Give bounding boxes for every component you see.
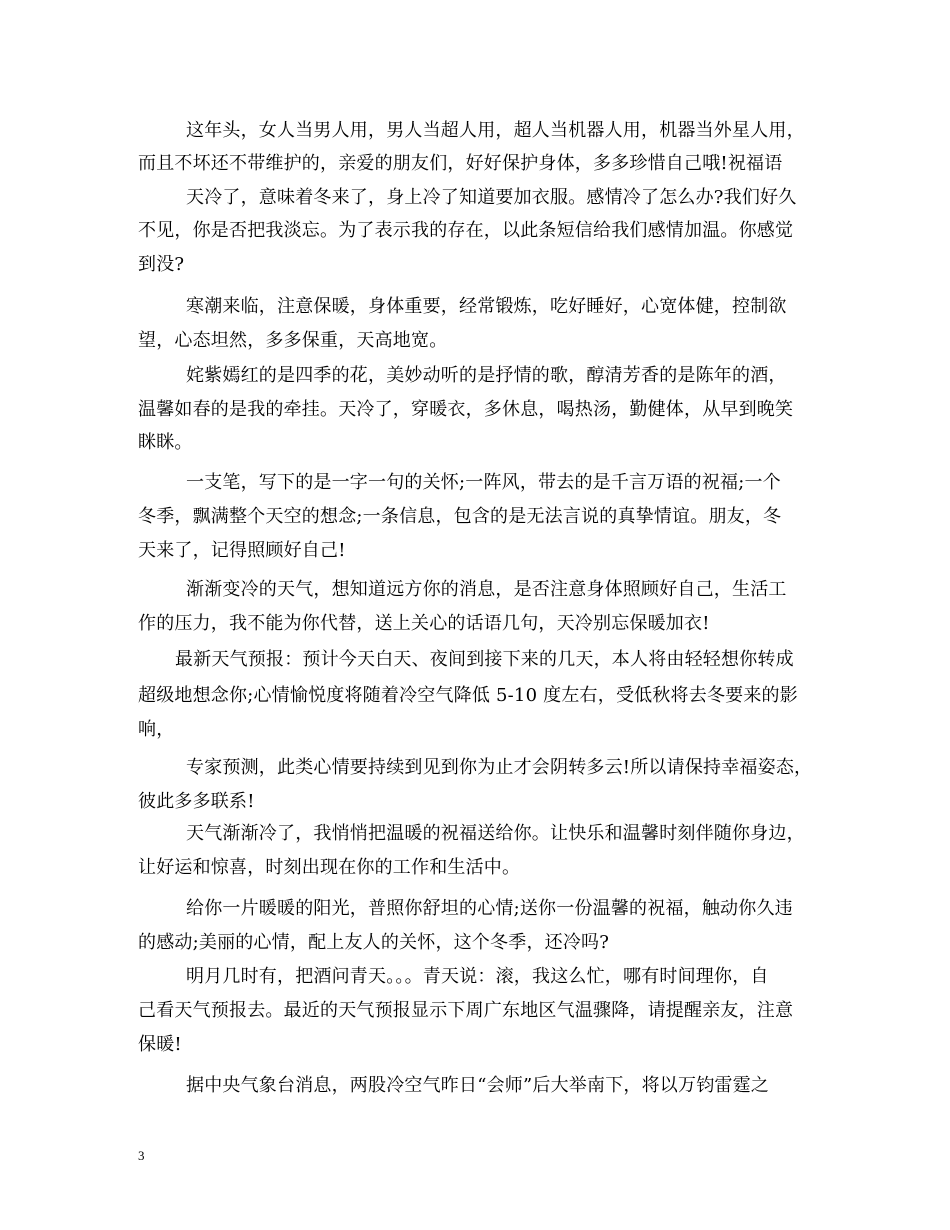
text-line: 望，心态坦然，多多保重，天高地宽。 bbox=[138, 330, 448, 351]
text-line: 响， bbox=[138, 719, 175, 740]
text-line: 天冷了，意味着冬来了，身上冷了知道要加衣服。感情冷了怎么办?我们好久 bbox=[186, 187, 797, 208]
text-line: 超级地想念你;心情愉悦度将随着冷空气降低 5-10 度左右，受低秋将去冬要来的影 bbox=[138, 685, 798, 706]
text-line: 天气渐渐冷了，我悄悄把温暖的祝福送给你。让快乐和温馨时刻伴随你身边， bbox=[186, 823, 805, 844]
page-number: 3 bbox=[138, 1148, 145, 1163]
text-line: 一支笔，写下的是一字一句的关怀;一阵风，带去的是千言万语的祝福;一个 bbox=[186, 472, 781, 493]
text-line: 姹紫嫣红的是四季的花，美妙动听的是抒情的歌，醇清芳香的是陈年的酒， bbox=[186, 365, 787, 386]
text-line: 作的压力，我不能为你代替，送上关心的话语几句，天冷别忘保暖加衣! bbox=[138, 613, 710, 634]
text-line: 专家预测，此类心情要持续到见到你为止才会阴转多云!所以请保持幸福姿态， bbox=[186, 757, 813, 778]
text-line: 据中央气象台消息，两股冷空气昨日“会师”后大举南下，将以万钧雷霆之 bbox=[186, 1075, 770, 1096]
text-line: 渐渐变冷的天气，想知道远方你的消息，是否注意身体照顾好自己，生活工 bbox=[186, 579, 787, 600]
text-line: 给你一片暖暖的阳光，普照你舒坦的心情;送你一份温馨的祝福，触动你久违 bbox=[186, 898, 793, 919]
text-line: 天来了，记得照顾好自己! bbox=[138, 540, 346, 561]
text-line: 到没? bbox=[138, 254, 185, 275]
text-line: 而且不坏还不带维护的，亲爱的朋友们，好好保护身体，多多珍惜自己哦!祝福语 bbox=[138, 153, 783, 174]
text-line: 冬季，飘满整个天空的想念;一条信息，包含的是无法言说的真挚情谊。朋友，冬 bbox=[138, 506, 782, 527]
text-line: 最新天气预报：预计今天白天、夜间到接下来的几天，本人将由轻轻想你转成 bbox=[175, 649, 794, 670]
text-line: 明月几时有，把酒问青天。。。青天说：滚，我这么忙，哪有时间理你，自 bbox=[186, 966, 769, 987]
text-line: 彼此多多联系! bbox=[138, 791, 255, 812]
text-line: 温馨如春的是我的牵挂。天冷了，穿暖衣，多休息，喝热汤，勤健体，从早到晚笑 bbox=[138, 399, 794, 420]
text-line: 的感动;美丽的心情，配上友人的关怀，这个冬季，还冷吗? bbox=[138, 932, 610, 953]
text-line: 不见，你是否把我淡忘。为了表示我的存在，以此条短信给我们感情加温。你感觉 bbox=[138, 220, 794, 241]
text-line: 寒潮来临，注意保暖，身体重要，经常锻炼，吃好睡好，心宽体健，控制欲 bbox=[186, 296, 787, 317]
text-line: 保暖! bbox=[138, 1034, 182, 1055]
text-line: 让好运和惊喜，时刻出现在你的工作和生活中。 bbox=[138, 857, 521, 878]
text-line: 这年头，女人当男人用，男人当超人用，超人当机器人用，机器当外星人用， bbox=[186, 120, 805, 141]
text-line: 己看天气预报去。最近的天气预报显示下周广东地区气温骤降，请提醒亲友，注意 bbox=[138, 1000, 794, 1021]
text-line: 眯眯。 bbox=[138, 432, 193, 453]
